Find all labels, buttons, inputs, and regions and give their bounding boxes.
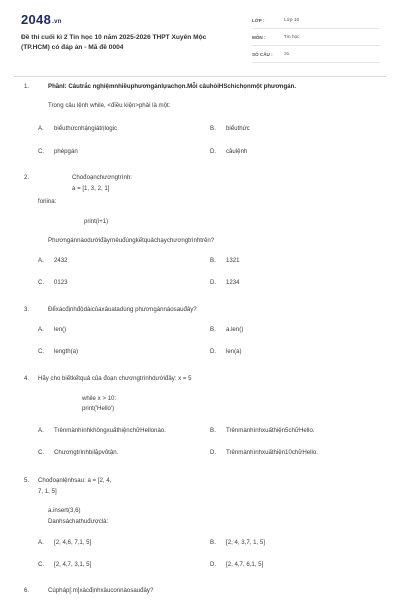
option-a[interactable]: biểuthứcnhậngiátrịlogic (54, 125, 118, 132)
option-key: A. (38, 125, 44, 132)
option-key: D. (210, 148, 217, 155)
meta-value: Lớp 10 (284, 18, 300, 23)
option-c[interactable]: [2, 4,7, 3,1, 5] (54, 561, 92, 568)
meta-label: SỐ CÂU : (252, 52, 273, 57)
option-key: C. (38, 561, 45, 568)
site-logo[interactable]: 2048.vn (21, 12, 62, 27)
option-b[interactable]: 1321 (226, 257, 240, 264)
option-key: A. (38, 326, 44, 333)
question-text: Trong câu lệnh while, <điều kiện>phải là một: (48, 102, 171, 109)
option-d[interactable]: câulệnh (226, 148, 248, 155)
option-d[interactable]: len(a) (226, 348, 242, 355)
option-key: A. (38, 539, 44, 546)
meta-label: LỚP : (252, 18, 265, 23)
meta-subject-row (252, 31, 380, 46)
option-b[interactable]: a.len() (226, 326, 244, 333)
option-key: B. (210, 326, 216, 333)
exam-title: Đề thi cuối kì 2 Tin học 10 năm 2025-2026 THPT Xuyên Mộc (TP.HCM) có đáp án - Mã đề 0004 (21, 34, 207, 51)
code-line: print('Hello') (82, 405, 115, 412)
question-number: 2. (24, 174, 30, 181)
question-text: Phươngánnàodướiđâyrnêuđúngkếtquảchạychươngtrìnhtrên? (48, 237, 215, 244)
option-a[interactable]: TrênmànhìnhkhôngxuấthiệnchữHellonào. (54, 427, 166, 434)
question-number: 3. (24, 306, 30, 313)
option-a[interactable]: 2432 (54, 257, 68, 264)
question-text: Hãy cho biếtkếtquả của đoạn chươngtrìnhdướiđây: x = 5 (38, 375, 192, 382)
question-text: Chođoạnlệnhsau: a = [2, 4, (38, 477, 112, 484)
option-a[interactable]: len() (54, 326, 67, 333)
code-line: while x > 10: (82, 395, 117, 402)
option-key: B. (210, 539, 216, 546)
option-b[interactable]: [2, 4, 3,7, 1, 5] (226, 539, 265, 546)
question-text: Đểxácđịnhđộdàicủaxâuatadùng phươngánnàosauđây? (48, 306, 197, 313)
meta-class-row (252, 14, 380, 29)
option-a[interactable]: [2, 4,6, 7,1, 5] (54, 539, 92, 546)
exam-meta (252, 14, 380, 65)
question-text: Danhsáchathuđượclà: (48, 518, 109, 525)
option-key: D. (210, 348, 217, 355)
option-key: C. (38, 279, 45, 286)
code-line: a.insert(3,6) (48, 507, 81, 514)
code-line: 7, 1, 5] (38, 488, 57, 495)
option-key: D. (210, 449, 217, 456)
question-number: 5. (24, 477, 30, 484)
code-line: print(i+1) (84, 218, 109, 225)
option-c[interactable]: Chươngtrìnhbịlặpvôtận. (54, 449, 119, 456)
option-key: C. (38, 449, 45, 456)
option-key: B. (210, 427, 216, 434)
question-number: 6. (24, 587, 30, 594)
option-key: B. (210, 125, 216, 132)
code-line: foriina: (38, 198, 57, 205)
meta-count-row (252, 48, 380, 63)
option-d[interactable]: Trênmànhìnhxuấthiện10chữHello. (226, 449, 318, 456)
option-key: C. (38, 148, 45, 155)
option-key: D. (210, 561, 217, 568)
option-c[interactable]: length(a) (54, 348, 79, 355)
option-d[interactable]: [2, 4,7, 6,1, 5] (226, 561, 264, 568)
option-key: A. (38, 257, 44, 264)
meta-value: 31 (284, 52, 290, 57)
question-text: Chođoạnchươngtrình: (72, 174, 132, 181)
option-key: D. (210, 279, 217, 286)
option-b[interactable]: Trênmànhìnhxuấthiện5chữHello. (226, 427, 315, 434)
section-heading: PhầnI: Câutrắc nghiệmnhiềuphươngánlựachọn.Mỗi câuhỏiHSchichọnmột phươngán. (48, 83, 297, 90)
question-text: Cúpháp[:m]xácđịnhxâuconnàosauđây? (48, 587, 154, 594)
header-divider (14, 76, 386, 77)
option-b[interactable]: biểuthức (226, 125, 250, 132)
meta-label: MÔN : (252, 35, 266, 40)
option-d[interactable]: 1234 (226, 279, 240, 286)
question-number: 4. (24, 375, 30, 382)
option-key: A. (38, 427, 44, 434)
question-number: 1. (24, 83, 30, 90)
page-header (0, 0, 400, 72)
option-c[interactable]: 0123 (54, 279, 68, 286)
meta-value: Tin học (284, 35, 300, 40)
option-c[interactable]: phépgán (54, 148, 78, 155)
option-key: C. (38, 348, 45, 355)
code-line: a = [1, 3, 2, 1] (72, 185, 110, 192)
option-key: B. (210, 257, 216, 264)
